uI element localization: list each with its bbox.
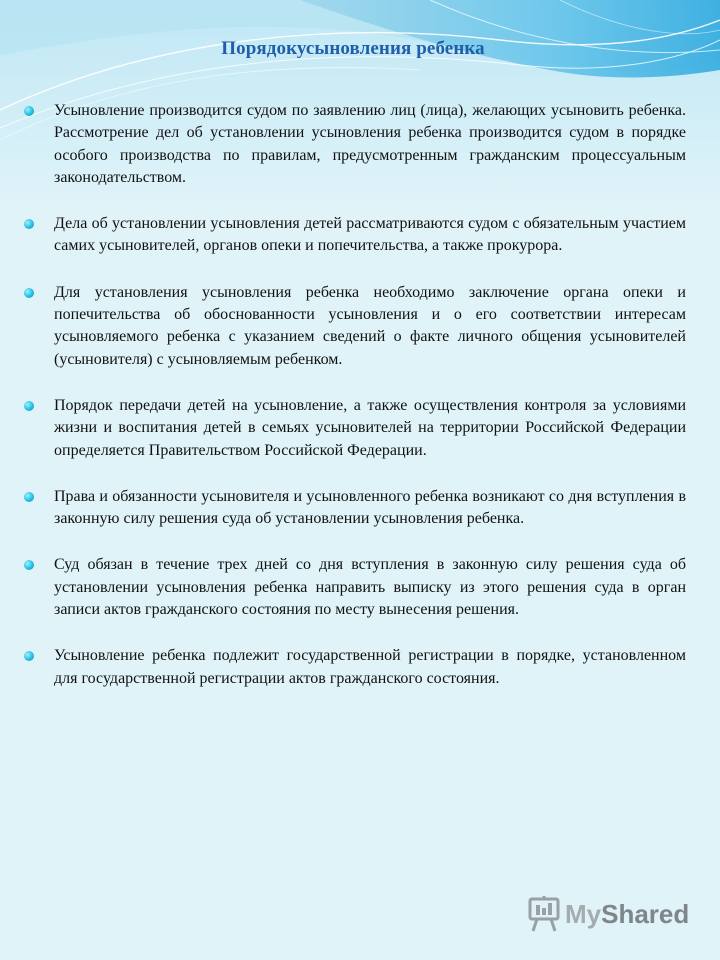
list-item	[24, 282, 686, 371]
bullet-dot-icon	[24, 560, 34, 570]
list-item	[24, 213, 686, 258]
bullet-dot-icon	[24, 106, 34, 116]
bullet-dot-icon	[24, 492, 34, 502]
bullet-text: Усыновление производится судом по заявлению лиц (лица), желающих усыновить ребенка. Рассмотрение дел об установлении усыновления ребенка производится судом в порядке особого производства по правилам, предусмотренным гражданским процессуальным законодательством.	[54, 102, 686, 186]
list-item	[24, 554, 686, 621]
watermark-shared: Shared	[601, 898, 690, 929]
bullet-text: Дела об установлении усыновления детей рассматриваются судом с обязательным участием самих усыновителей, органов опеки и попечительства, а также прокурора.	[54, 215, 686, 255]
list-item	[24, 100, 686, 189]
bullet-dot-icon	[24, 651, 34, 661]
bullet-dot-icon	[24, 219, 34, 229]
bullet-text: Усыновление ребенка подлежит государственной регистрации в порядке, установленном для государственной регистрации актов гражданского состояния.	[54, 647, 686, 687]
bullet-list	[24, 100, 686, 714]
slide-title: Порядокусыновления ребенка	[221, 38, 485, 59]
bullet-text: Порядок передачи детей на усыновление, а также осуществления контроля за условиями жизни и воспитания детей в семьях усыновителей на территории Российской Федерации определяется Правительством Российской Федерации.	[54, 396, 686, 459]
bullet-dot-icon	[24, 401, 34, 411]
bullet-text: Права и обязанности усыновителя и усыновленного ребенка возникают со дня вступления в законную силу решения суда об установлении усыновления ребенка.	[54, 487, 686, 528]
bullet-dot-icon	[24, 288, 34, 298]
watermark-my: My	[565, 898, 602, 929]
presentation-board-icon	[527, 896, 561, 932]
bullet-text: Суд обязан в течение трех дней со дня вступления в законную силу решения суда об установлении усыновления ребенка направить выписку из этого решения суда в орган записи актов гражданского состояния по месту вынесения решения.	[54, 556, 686, 619]
list-item	[24, 645, 686, 690]
list-item	[24, 395, 686, 462]
bullet-text: Для установления усыновления ребенка необходимо заключение органа опеки и попечительства об обоснованности усыновления и о его соответствии интересам усыновляемого ребенка с указанием сведений о факте личного общения усыновителей (усыновителя) с усыновляемым ребенком.	[54, 283, 686, 368]
myshared-watermark	[527, 896, 689, 932]
list-item	[24, 486, 686, 531]
